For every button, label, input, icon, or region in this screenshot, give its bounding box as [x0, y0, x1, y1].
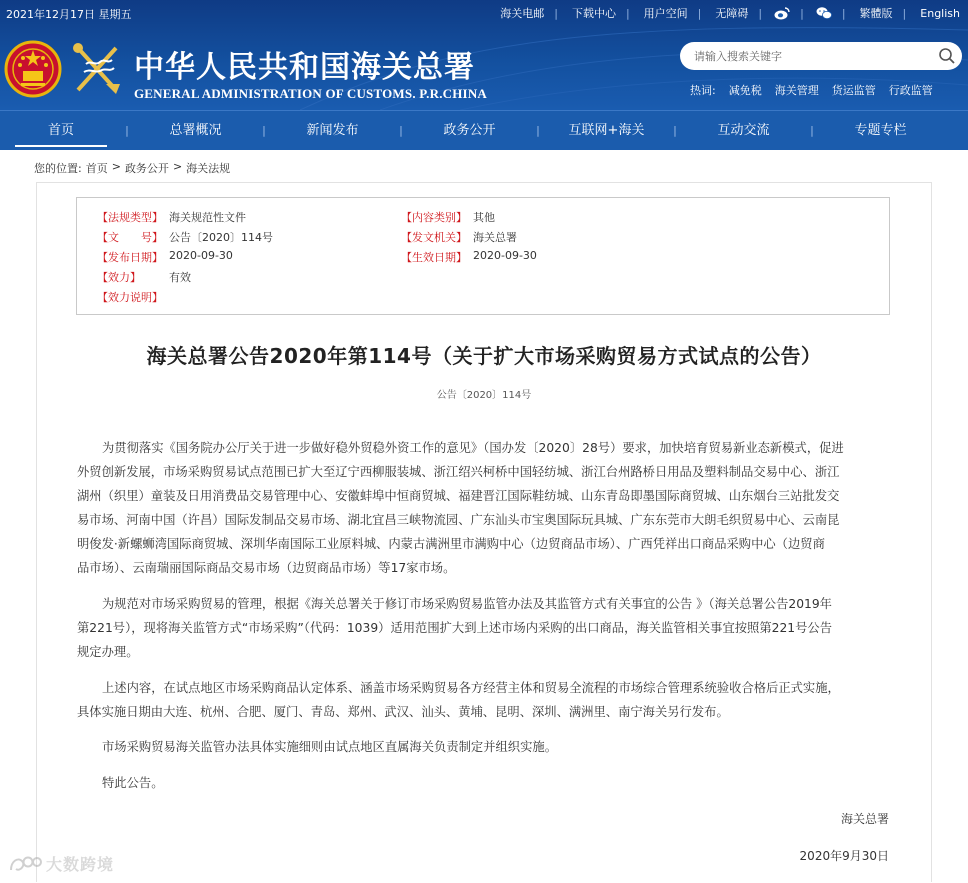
paragraph-line: 湖州（织里）童装及日用消费品交易管理中心、安徽蚌埠中恒商贸城、福建晋江国际鞋纺城、山东青岛即墨国际商贸城、山东烟台三站批发交 — [77, 489, 840, 503]
hotword-link[interactable]: 减免税 — [728, 84, 762, 97]
watermark-text: 大数跨境 — [46, 855, 115, 874]
search-icon[interactable] — [938, 47, 956, 65]
hotword-link[interactable]: 海关管理 — [774, 84, 819, 97]
watermark-logo-icon — [8, 853, 42, 875]
nav-divider: | — [810, 124, 814, 137]
meta-label: 【发文机关】 — [401, 231, 467, 244]
document-title: 海关总署公告2020年第114号（关于扩大市场采购贸易方式试点的公告） — [146, 344, 822, 368]
site-subtitle: GENERAL ADMINISTRATION OF CUSTOMS. P.R.CHINA — [134, 86, 487, 101]
watermark — [8, 852, 114, 875]
nav-divider: | — [536, 124, 540, 137]
hotwords — [690, 82, 946, 98]
nav-government-affairs[interactable]: 政务公开 — [443, 122, 496, 138]
breadcrumb — [34, 160, 230, 176]
nav-divider: | — [399, 124, 403, 137]
nav-internet-customs[interactable]: 互联网+海关 — [568, 122, 645, 138]
paragraph-line: 市场采购贸易海关监管办法具体实施细则由试点地区直属海关负责制定并组织实施。 — [102, 740, 557, 754]
meta-label: 【生效日期】 — [401, 251, 467, 264]
meta-label: 【文 号】 — [97, 231, 163, 244]
nav-home[interactable]: 首页 — [0, 111, 122, 151]
meta-label: 【效力说明】 — [97, 291, 163, 304]
customs-logo-icon — [68, 40, 126, 98]
divider: | — [758, 6, 763, 20]
paragraph — [77, 436, 889, 580]
divider: | — [625, 6, 630, 20]
paragraph-line: 为贯彻落实《国务院办公厅关于进一步做好稳外贸稳外资工作的意见》（国办发〔2020〕28号）要求，加快培育贸易新业态新模式，促进 — [102, 441, 844, 455]
nav-interaction[interactable]: 互动交流 — [717, 122, 770, 138]
meta-label: 【内容类别】 — [401, 211, 467, 224]
breadcrumb-regulations[interactable]: 海关法规 — [186, 162, 231, 175]
paragraph — [77, 592, 889, 664]
toplink-user-space[interactable]: 用户空间 — [643, 7, 688, 20]
paragraph-line: 明俊发·新螺蛳湾国际商贸城、深圳华南国际工业原料城、内蒙古满洲里市满购中心（边贸商品市场）、广西凭祥出口商品采购中心（边贸商 — [77, 537, 825, 551]
document-number: 公告〔2020〕114号 — [436, 390, 532, 401]
signature-date: 2020年9月30日 — [799, 849, 889, 863]
nav-divider: | — [262, 124, 266, 137]
top-links — [486, 5, 960, 21]
site-header — [0, 0, 968, 110]
weibo-icon[interactable] — [774, 6, 790, 20]
national-emblem-icon — [4, 40, 62, 98]
divider: | — [697, 6, 702, 20]
metadata-table — [76, 197, 890, 315]
toplink-download[interactable]: 下载中心 — [571, 7, 616, 20]
toplink-accessibility[interactable]: 无障碍 — [715, 7, 749, 20]
paragraph-line: 外贸创新发展，市场采购贸易试点范围已扩大至辽宁西柳服装城、浙江绍兴柯桥中国轻纺城、浙江台州路桥日用品及塑料制品交易中心、浙江 — [77, 465, 840, 479]
nav-overview[interactable]: 总署概况 — [169, 122, 222, 138]
main-nav — [0, 110, 968, 150]
meta-value: 其他 — [473, 211, 495, 224]
breadcrumb-gov-affairs[interactable]: 政务公开 — [124, 162, 169, 175]
toplink-english[interactable]: English — [920, 6, 960, 20]
hotwords-label: 热词: — [690, 84, 716, 97]
divider: | — [902, 6, 907, 20]
breadcrumb-separator: > — [172, 160, 183, 173]
breadcrumb-home[interactable]: 首页 — [85, 162, 108, 175]
paragraph-line: 为规范对市场采购贸易的管理，根据《海关总署关于修订市场采购贸易监管办法及其监管方式有关事宜的公告 》（海关总署公告2019年 — [102, 597, 832, 611]
paragraph-line: 特此公告。 — [102, 776, 164, 790]
meta-value: 2020-09-30 — [169, 249, 233, 262]
paragraph-line: 具体实施日期由大连、杭州、合肥、厦门、青岛、郑州、武汉、汕头、黄埔、昆明、深圳、满洲里、南宁海关另行发布。 — [77, 705, 729, 719]
paragraph-line: 规定办理。 — [77, 645, 139, 659]
nav-divider: | — [125, 124, 129, 137]
paragraph — [77, 735, 889, 759]
site-title: 中华人民共和国海关总署 — [134, 50, 475, 85]
meta-value: 2020-09-30 — [473, 249, 537, 262]
paragraph — [77, 771, 889, 795]
toplink-email[interactable]: 海关电邮 — [500, 7, 545, 20]
breadcrumb-prefix: 您的位置: — [34, 162, 82, 175]
breadcrumb-separator: > — [111, 160, 121, 173]
paragraph — [77, 676, 889, 724]
nav-divider: | — [673, 124, 677, 137]
meta-label: 【效力】 — [97, 271, 141, 284]
meta-label: 【法规类型】 — [97, 211, 163, 224]
search-box — [680, 42, 962, 70]
meta-value: 海关规范性文件 — [169, 211, 246, 224]
toplink-traditional[interactable]: 繁體版 — [859, 7, 893, 20]
paragraph-line: 第221号），现将海关监管方式“市场采购”（代码：1039）适用范围扩大到上述市场内采购的出口商品，海关监管相关事宜按照第221号公告 — [77, 621, 833, 635]
paragraph-line: 易市场、河南中国（许昌）国际发制品交易市场、湖北宜昌三峡物流园、广东汕头市宝奥国际玩具城、广东东莞市大朗毛织贸易中心、云南昆 — [77, 513, 840, 527]
meta-value: 海关总署 — [473, 231, 517, 244]
paragraph-line: 品市场）、云南瑞丽国际商品交易市场（边贸商品市场）等17家市场。 — [77, 561, 456, 575]
search-input[interactable] — [694, 50, 934, 63]
meta-value: 有效 — [169, 271, 191, 284]
divider: | — [841, 6, 846, 20]
meta-value: 公告〔2020〕114号 — [169, 231, 273, 244]
hotword-link[interactable]: 行政监管 — [888, 84, 933, 97]
nav-topics[interactable]: 专题专栏 — [854, 122, 907, 138]
divider: | — [800, 6, 804, 20]
meta-label: 【发布日期】 — [97, 251, 163, 264]
hotword-link[interactable]: 货运监管 — [831, 84, 876, 97]
wechat-icon[interactable] — [816, 6, 832, 20]
paragraph-line: 上述内容，在试点地区市场采购商品认定体系、涵盖市场采购贸易各方经营主体和贸易全流程的市场综合管理系统验收合格后正式实施， — [102, 681, 840, 695]
divider: | — [554, 6, 558, 20]
nav-news[interactable]: 新闻发布 — [306, 122, 359, 138]
signature-org: 海关总署 — [840, 812, 889, 826]
current-date: 2021年12月17日 星期五 — [6, 8, 132, 21]
